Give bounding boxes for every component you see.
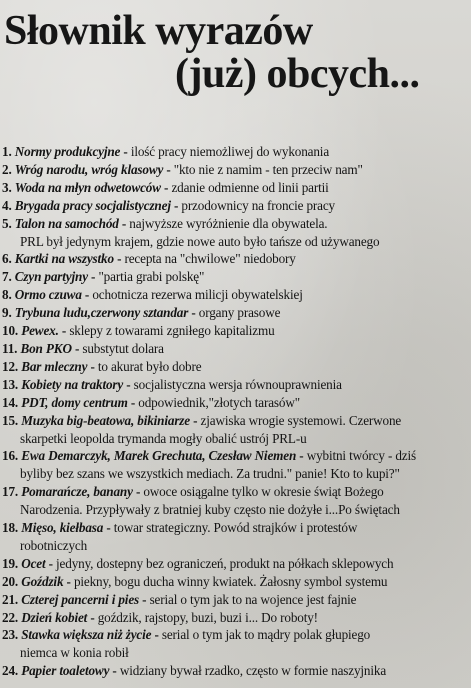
entry-definition: sklepy z towarami zgniłego kapitalizmu bbox=[69, 323, 275, 339]
list-item bbox=[2, 662, 471, 680]
entry-number: 7. bbox=[2, 269, 12, 285]
entry-term: Pewex. bbox=[21, 323, 59, 339]
entry-separator: - bbox=[58, 323, 70, 339]
entry-separator: - bbox=[118, 215, 130, 231]
entry-definition: odpowiednik,"złotych tarasów" bbox=[138, 394, 300, 410]
entry-separator: - bbox=[45, 555, 57, 571]
entry-definition-continued: PRL był jedynym krajem, gdzie nowe auto było tańsze od używanego bbox=[20, 233, 380, 249]
title-line-1: Słownik wyrazów bbox=[4, 8, 313, 54]
entry-number: 8. bbox=[2, 287, 12, 303]
entry-number: 21. bbox=[2, 591, 19, 607]
entry-term: Ormo czuwa bbox=[14, 287, 82, 303]
list-item bbox=[2, 143, 471, 161]
entry-term: Mięso, kiełbasa bbox=[21, 520, 104, 536]
entry-term: Normy produkcyjne bbox=[14, 144, 121, 159]
entry-number: 11. bbox=[2, 340, 18, 356]
entry-separator: - bbox=[109, 663, 120, 679]
list-item bbox=[2, 412, 471, 448]
entry-definition: zdanie odmienne od linii partii bbox=[171, 179, 329, 195]
list-item bbox=[2, 268, 471, 286]
entry-separator: - bbox=[113, 251, 125, 267]
entry-number: 15. bbox=[2, 412, 19, 428]
entry-number: 9. bbox=[2, 305, 12, 321]
entry-separator: - bbox=[103, 520, 114, 536]
entry-term: Kobiety na traktory bbox=[21, 376, 124, 392]
entry-number: 22. bbox=[2, 609, 19, 625]
list-item bbox=[2, 555, 471, 573]
list-item bbox=[2, 519, 471, 555]
list-item bbox=[2, 447, 471, 483]
entry-term: Czyn partyjny bbox=[14, 269, 88, 285]
page-title bbox=[4, 10, 471, 96]
list-item bbox=[2, 573, 471, 591]
list-item bbox=[2, 250, 471, 268]
entry-definition: ilość pracy niemożliwej do wykonania bbox=[130, 144, 330, 159]
entry-definition: zjawiska wrogie systemowi. Czerwone bbox=[200, 412, 402, 428]
entry-term: Kartki na wszystko bbox=[14, 251, 114, 267]
entry-term: Ocet bbox=[21, 555, 46, 571]
entry-number: 12. bbox=[2, 358, 19, 374]
entry-term: Czterej pancerni i pies bbox=[21, 591, 140, 607]
entry-term: Goździk bbox=[21, 573, 64, 589]
list-item bbox=[2, 340, 471, 358]
entry-definition: ochotnicza rezerwa milicji obywatelskiej bbox=[92, 287, 303, 303]
title-line-2: (już) obcych... bbox=[175, 51, 420, 97]
entry-number: 6. bbox=[2, 251, 12, 267]
entry-separator: - bbox=[81, 287, 93, 303]
entry-number: 23. bbox=[2, 627, 19, 643]
entry-separator: - bbox=[160, 179, 172, 195]
entry-separator: - bbox=[163, 161, 174, 177]
entry-definition-continued: skarpetki leopolda trymanda mogły obalić ustrój PRL-u bbox=[20, 430, 307, 446]
entry-separator: - bbox=[87, 269, 99, 285]
entry-term: Papier toaletowy bbox=[21, 663, 110, 679]
entry-definition-continued: robotniczych bbox=[20, 537, 88, 553]
entry-separator: - bbox=[189, 412, 201, 428]
entry-definition: socjalistyczna wersja równouprawnienia bbox=[133, 376, 342, 392]
entry-definition: jedyny, dostepny bez ograniczeń, produkt na półkach sklepowych bbox=[56, 555, 394, 571]
entry-definition: serial o tym jak to mądry polak głupiego bbox=[161, 627, 371, 643]
entry-number: 13. bbox=[2, 376, 19, 392]
entry-separator: - bbox=[188, 305, 199, 321]
entry-number: 24. bbox=[2, 663, 19, 679]
list-item bbox=[2, 394, 471, 412]
entry-term: Pomarańcze, banany bbox=[21, 484, 133, 500]
entry-separator: - bbox=[63, 573, 74, 589]
list-item bbox=[2, 609, 471, 627]
entry-definition: recepta na "chwilowe" niedobory bbox=[124, 251, 296, 267]
list-item bbox=[2, 161, 471, 179]
entry-definition: goździk, rajstopy, buzi, buzi i... Do roboty! bbox=[97, 609, 318, 625]
entry-definition: organy prasowe bbox=[198, 305, 281, 321]
entry-definition: najwyższe wyróżnienie dla obywatela. bbox=[129, 215, 328, 231]
entry-number: 20. bbox=[2, 573, 19, 589]
entry-separator: - bbox=[87, 358, 98, 374]
entry-number: 1. bbox=[2, 144, 12, 159]
entry-separator: - bbox=[120, 144, 131, 159]
list-item bbox=[2, 376, 471, 394]
entry-separator: - bbox=[151, 627, 162, 643]
entry-definition: serial o tym jak to na wojence jest fajnie bbox=[149, 591, 357, 607]
list-item bbox=[2, 591, 471, 609]
entry-number: 5. bbox=[2, 215, 12, 231]
list-item bbox=[2, 322, 471, 340]
entry-number: 17. bbox=[2, 484, 19, 500]
entry-number: 16. bbox=[2, 448, 19, 464]
entry-separator: - bbox=[296, 448, 307, 464]
entry-definition: widziany bywał rzadko, często w formie naszyjnika bbox=[119, 663, 387, 679]
entry-number: 14. bbox=[2, 394, 19, 410]
entry-separator: - bbox=[87, 609, 98, 625]
entry-definition: "partia grabi polskę" bbox=[98, 269, 205, 285]
entry-number: 4. bbox=[2, 197, 12, 213]
entry-number: 18. bbox=[2, 520, 19, 536]
entry-separator: - bbox=[123, 376, 134, 392]
entry-term: Dzień kobiet bbox=[21, 609, 88, 625]
entry-term: Bon PKO bbox=[20, 340, 72, 356]
dictionary-list bbox=[2, 143, 471, 680]
entry-definition: piekny, bogu ducha winny kwiatek. Żałosny symbol systemu bbox=[73, 573, 388, 589]
entry-term: Bar mleczny bbox=[21, 358, 88, 374]
entry-definition-continued: niemca w konia robił bbox=[20, 645, 129, 661]
entry-definition-continued: Narodzenia. Przypływały z bratniej kuby często nie dożyłe i...Po świętach bbox=[20, 502, 400, 518]
list-item bbox=[2, 483, 471, 519]
list-item bbox=[2, 197, 471, 215]
entry-definition: wybitni twórcy - dziś bbox=[306, 448, 416, 464]
list-item bbox=[2, 304, 471, 322]
list-item bbox=[2, 286, 471, 304]
entry-definition: przodownicy na froncie pracy bbox=[181, 197, 335, 213]
entry-term: Brygada pracy socjalistycznej bbox=[14, 197, 171, 213]
entry-term: PDT, domy centrum bbox=[21, 394, 128, 410]
entry-definition: owoce osiągalne tylko w okresie świąt Bożego bbox=[143, 484, 384, 500]
entry-term: Muzyka big-beatowa, bikiniarze bbox=[21, 412, 190, 428]
entry-number: 19. bbox=[2, 555, 19, 571]
entry-definition-continued: byliby bez szans we wszystkich mediach. Za trudni." panie! Kto to kupi?" bbox=[20, 466, 400, 482]
entry-separator: - bbox=[127, 394, 139, 410]
entry-definition: towar strategiczny. Powód strajków i protestów bbox=[113, 520, 358, 536]
entry-number: 3. bbox=[2, 179, 12, 195]
entry-definition: substytut dolara bbox=[82, 340, 164, 356]
entry-term: Stawka większa niż życie bbox=[21, 627, 152, 643]
entry-separator: - bbox=[71, 340, 83, 356]
entry-term: Trybuna ludu,czerwony sztandar bbox=[14, 305, 189, 321]
entry-number: 10. bbox=[2, 323, 19, 339]
entry-separator: - bbox=[139, 591, 150, 607]
list-item bbox=[2, 215, 471, 251]
entry-separator: - bbox=[132, 484, 144, 500]
list-item bbox=[2, 358, 471, 376]
entry-term: Ewa Demarczyk, Marek Grechuta, Czesław Niemen bbox=[21, 448, 297, 464]
entry-separator: - bbox=[170, 197, 182, 213]
list-item bbox=[2, 179, 471, 197]
entry-definition: to akurat było dobre bbox=[97, 358, 202, 374]
list-item bbox=[2, 626, 471, 662]
entry-term: Talon na samochód bbox=[14, 215, 119, 231]
entry-term: Woda na młyn odwetowców bbox=[14, 179, 161, 195]
entry-term: Wróg narodu, wróg klasowy bbox=[14, 161, 164, 177]
entry-definition: "kto nie z namim - ten przeciw nam" bbox=[173, 161, 363, 177]
entry-number: 2. bbox=[2, 161, 12, 177]
